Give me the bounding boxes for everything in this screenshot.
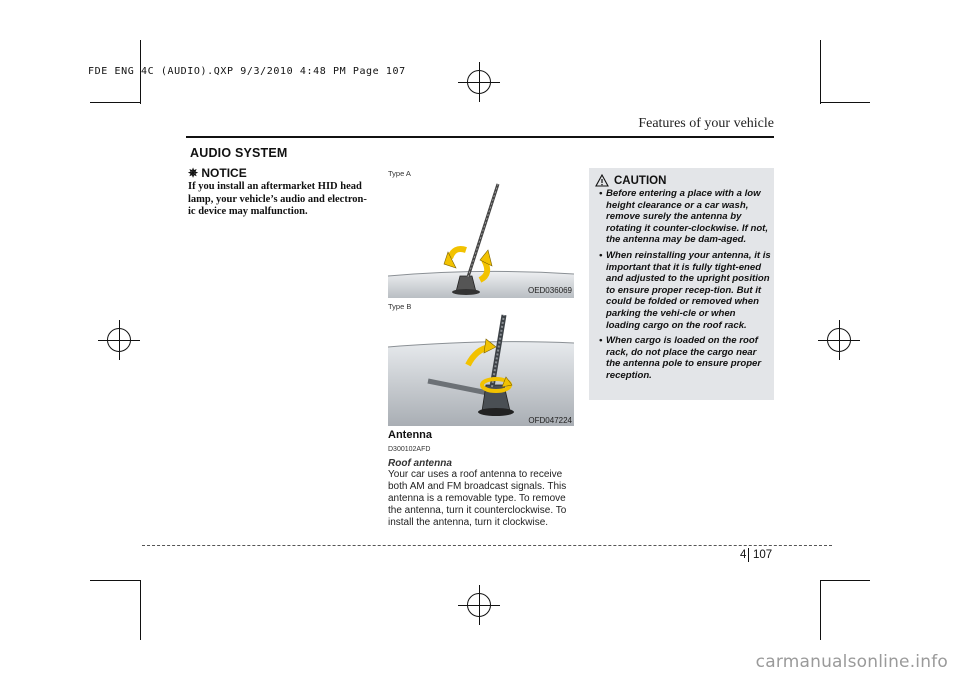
- page-number-divider: [748, 548, 749, 562]
- page-number: 107: [753, 549, 773, 561]
- antenna-body-text: Your car uses a roof antenna to receive both AM and FM broadcast signals. This antenna is a removable type. To remove the antenna, turn it counterclockwise. To install the antenna, turn it clockwise.: [388, 469, 567, 528]
- header-rule: [186, 136, 774, 138]
- caution-list: [594, 188, 772, 386]
- figure-a-type-label: Type A: [388, 169, 411, 178]
- rotate-arrow-left-icon: [450, 249, 466, 258]
- figure-a-antenna-illustration: [388, 180, 574, 298]
- roof-antenna-subheading: Roof antenna: [388, 458, 452, 469]
- figure-b-type-label: Type B: [388, 302, 412, 311]
- figure-a-code: OED036069: [527, 286, 572, 295]
- footer-rule: [142, 545, 832, 546]
- notice-title: ✵ NOTICE: [188, 166, 247, 180]
- watermark: carmanualsonline.info: [755, 652, 948, 672]
- figure-b-antenna-illustration: [388, 313, 574, 426]
- running-header: Features of your vehicle: [638, 116, 774, 131]
- section-title: AUDIO SYSTEM: [190, 146, 288, 160]
- caution-item: • When reinstalling your antenna, it is important that it is fully tight-ened and adjusted to the upright position to ensure proper recep-tion. But it could be folded or removed when parking the vehi-cle or when loading cargo on the roof rack.: [594, 250, 772, 331]
- caution-item: • When cargo is loaded on the roof rack, do not place the cargo near the antenna pole to ensure proper reception.: [594, 335, 772, 381]
- notice-text: If you install an aftermarket HID head lamp, your vehicle’s audio and electron-ic device may malfunction.: [188, 181, 367, 217]
- figure-b-code: OFD047224: [528, 416, 572, 425]
- warning-triangle-icon: [595, 174, 609, 187]
- antenna-code: D300102AFD: [388, 446, 431, 453]
- caution-item: • Before entering a place with a low height clearance or a car wash, remove surely the antenna by rotating it counter-clockwise. If not, the antenna may be dam-aged.: [594, 188, 772, 246]
- chapter-number: 4: [740, 549, 747, 561]
- print-header: FDE ENG 4C (AUDIO).QXP 9/3/2010 4:48 PM Page 107: [88, 66, 406, 77]
- antenna-heading: Antenna: [388, 429, 432, 441]
- caution-title: CAUTION: [614, 175, 667, 187]
